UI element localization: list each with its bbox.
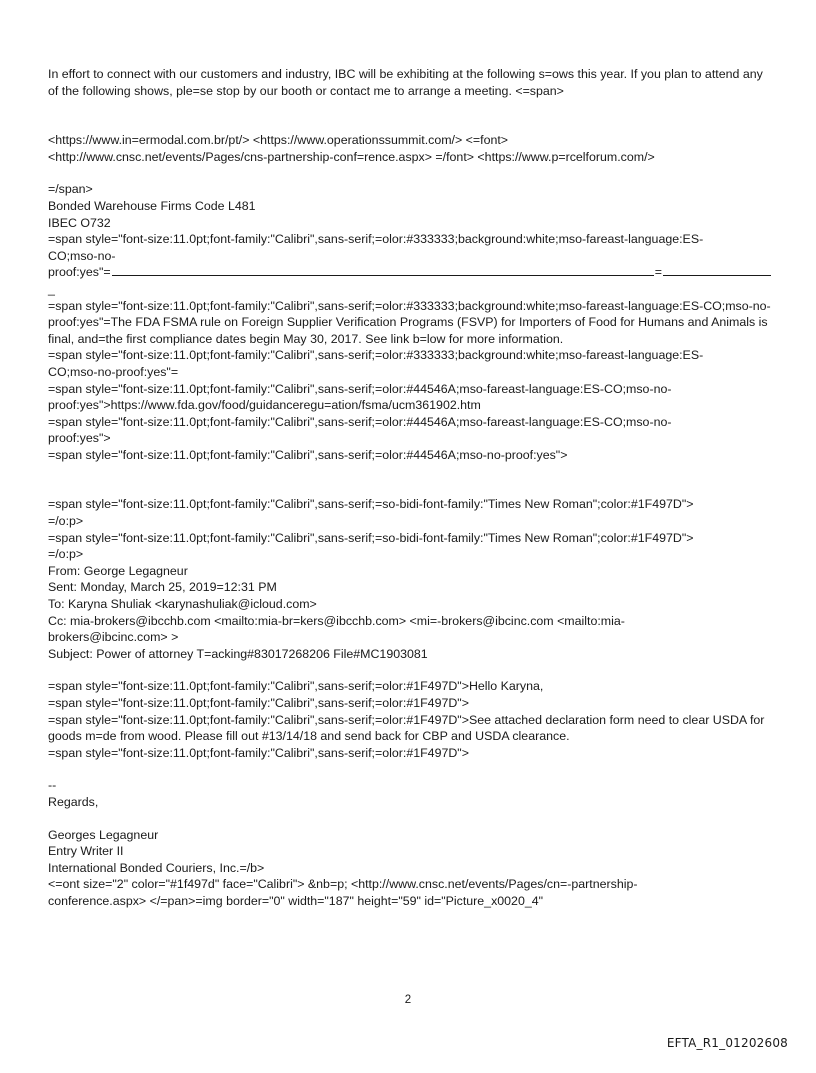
signature-company: International Bonded Couriers, Inc.=/b> xyxy=(48,860,265,875)
font-markup-line: <=ont size="2" color="#1f497d" face="Calibri"> &nb=p; <http://www.cnsc.net/events/Pages/cn=-partnership- xyxy=(48,877,638,892)
style-line: proof:yes"> xyxy=(48,431,111,446)
underline-rule xyxy=(112,264,654,276)
email-from: From: George Legagneur xyxy=(48,563,188,578)
email-subject: Subject: Power of attorney T=acking#83017268206 File#MC1903081 xyxy=(48,646,428,661)
email-cc: Cc: mia-brokers@ibcchb.com <mailto:mia-br=kers@ibcchb.com> <mi=-brokers@ibcinc.com <mailto:mia- xyxy=(48,613,625,628)
signature-name: Georges Legagneur xyxy=(48,827,159,842)
style-line: =span style="font-size:11.0pt;font-family:"Calibri",sans-serif;=olor:#44546A;mso-fareast-language:ES-CO;mso-no- xyxy=(48,414,672,429)
op-close: =/o:p> xyxy=(48,514,84,529)
ibec-code: IBEC O732 xyxy=(48,215,111,230)
signature-title: Entry Writer II xyxy=(48,844,124,859)
fda-link-line: proof:yes">https://www.fda.gov/food/guidanceregu=ation/fsma/ucm361902.htm xyxy=(48,398,481,413)
style-line: =span style="font-size:11.0pt;font-family:"Calibri",sans-serif;=olor:#1F497D"> xyxy=(48,745,469,760)
underscore-rule-line xyxy=(48,264,772,281)
links-line-2: <http://www.cnsc.net/events/Pages/cns-partnership-conf=rence.aspx> =/font> <https://www.p=rcelforum.com/> xyxy=(48,149,655,164)
page-number: 2 xyxy=(404,994,412,1006)
style-line: =span style="font-size:11.0pt;font-family:"Calibri",sans-serif;=so-bidi-font-family:"Times New Roman";color:#1F497D"> xyxy=(48,530,694,545)
signature-dashes: -- xyxy=(48,778,57,793)
greeting-line: =span style="font-size:11.0pt;font-family:"Calibri",sans-serif;=olor:#1F497D">Hello Karyna, xyxy=(48,679,544,694)
links-line-1: <https://www.in=ermodal.com.br/pt/> <https://www.operationssummit.com/> <=font> xyxy=(48,133,509,148)
style-line: =span style="font-size:11.0pt;font-family:"Calibri",sans-serif;=olor:#1F497D"> xyxy=(48,696,469,710)
document-body xyxy=(48,66,772,910)
span-close: =/span> xyxy=(48,182,93,197)
style-line: =span style="font-size:11.0pt;font-family:"Calibri",sans-serif;=olor:#333333;background:white;mso-fareast-language:ES- xyxy=(48,232,704,247)
email-sent: Sent: Monday, March 25, 2019=12:31 PM xyxy=(48,580,277,595)
signature-regards: Regards, xyxy=(48,794,99,809)
email-to: To: Karyna Shuliak <karynashuliak@icloud.com> xyxy=(48,597,317,612)
document-id: EFTA_R1_01202608 xyxy=(666,1036,788,1050)
style-line: =span style="font-size:11.0pt;font-family:"Calibri",sans-serif;=so-bidi-font-family:"Times New Roman";color:#1F497D"> xyxy=(48,497,694,512)
style-line: CO;mso-no- xyxy=(48,248,116,263)
intro-paragraph: In effort to connect with our customers and industry, IBC will be exhibiting at the following s=ows this year. If you plan to attend any of the following shows, ple=se stop by our booth or contact me to arrange a meeting. <=span> xyxy=(48,67,763,98)
firms-code: Bonded Warehouse Firms Code L481 xyxy=(48,198,256,213)
fda-paragraph: =span style="font-size:11.0pt;font-family:"Calibri",sans-serif;=olor:#333333;background:white;mso-fareast-language:ES-CO;mso-no-proof:yes"=The FDA FSMA rule on Foreign Supplier Verification Programs (FSVP) for Importers of Food for Humans and Animals is final, and=the first compliance dates begin May 30, 2017. See link b=low for more information. xyxy=(48,298,771,346)
declaration-paragraph: =span style="font-size:11.0pt;font-family:"Calibri",sans-serif;=olor:#1F497D">See attached declaration form need to clear USDA for goods m=de from wood. Please fill out #13/14/18 and send back for CBP and USDA clearance. xyxy=(48,712,765,744)
email-cc-continued: brokers@ibcinc.com> > xyxy=(48,630,179,645)
style-line-mid: = xyxy=(654,265,662,280)
img-markup-line: conference.aspx> </=pan>=img border="0" width="187" height="59" id="Picture_x0020_4" xyxy=(48,893,544,908)
style-line: =span style="font-size:11.0pt;font-family:"Calibri",sans-serif;=olor:#44546A;mso-fareast-language:ES-CO;mso-no- xyxy=(48,381,672,396)
underline-rule xyxy=(663,264,771,276)
underscore-line: _ xyxy=(48,281,55,296)
style-line: =span style="font-size:11.0pt;font-family:"Calibri",sans-serif;=olor:#44546A;mso-no-proof:yes"> xyxy=(48,447,568,462)
style-line: =span style="font-size:11.0pt;font-family:"Calibri",sans-serif;=olor:#333333;background:white;mso-fareast-language:ES- xyxy=(48,348,704,363)
op-close: =/o:p> xyxy=(48,547,84,562)
style-line-prefix: proof:yes"= xyxy=(48,265,111,280)
style-line: CO;mso-no-proof:yes"= xyxy=(48,364,179,379)
